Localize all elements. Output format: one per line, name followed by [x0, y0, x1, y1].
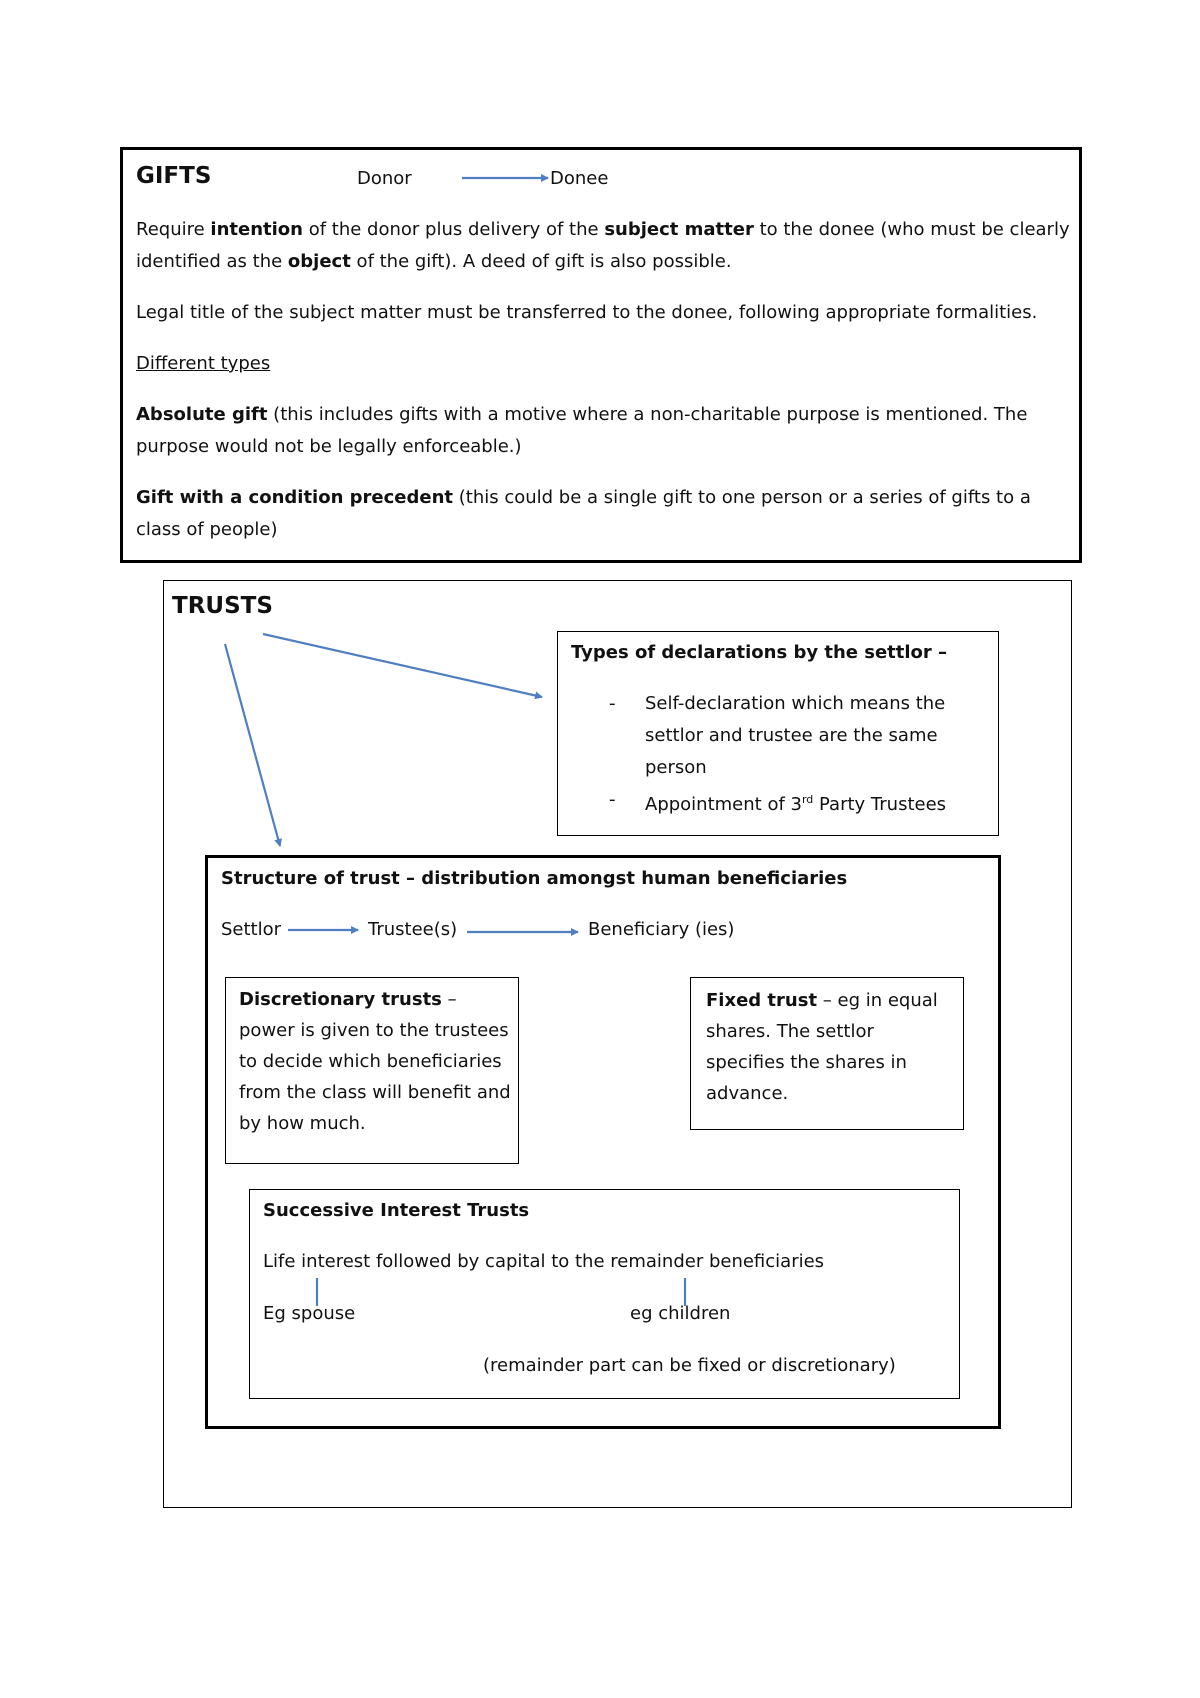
trusts-title: TRUSTS	[172, 593, 273, 619]
successive-interest-box	[249, 1189, 960, 1399]
text-run: Require	[136, 219, 211, 240]
successive-line: Life interest followed by capital to the remainder beneficiaries	[263, 1251, 825, 1272]
gifts-condition-precedent	[136, 482, 1071, 546]
declaration-self-text: Self-declaration which means the settlor and trustee are the same person	[645, 693, 946, 778]
emphasis-subject-matter: subject matter	[604, 219, 754, 240]
gifts-title: GIFTS	[136, 163, 212, 189]
discretionary-trusts-description: – power is given to the trustees to decide which beneficiaries from the class will benefit and by how much.	[239, 989, 511, 1134]
discretionary-trusts-label: Discretionary trusts	[239, 989, 442, 1010]
gifts-paragraph-legal-title: Legal title of the subject matter must be transferred to the donee, following appropriate formalities.	[136, 302, 1038, 323]
gifts-box	[120, 147, 1082, 563]
gifts-flow-donee: Donee	[550, 168, 609, 189]
declarations-box	[557, 631, 999, 836]
fixed-trust-label: Fixed trust	[706, 990, 818, 1011]
gifts-flow-donor: Donor	[357, 168, 412, 189]
declaration-third-party-text-end: Party Trustees	[813, 794, 947, 815]
declarations-list	[571, 688, 971, 821]
condition-precedent-label: Gift with a condition precedent	[136, 487, 454, 508]
gifts-paragraph-requirements	[136, 214, 1071, 278]
successive-eg-spouse: Eg spouse	[263, 1303, 356, 1324]
text-run: of the gift). A deed of gift is also possible.	[350, 251, 732, 272]
fixed-trust-box	[690, 977, 964, 1130]
declaration-item-third-party	[571, 784, 971, 821]
fixed-trust-description: – eg in equal shares. The settlor specifies the shares in advance.	[706, 990, 938, 1104]
declaration-item-self	[571, 688, 971, 784]
fixed-trust-text	[706, 985, 951, 1109]
absolute-gift-text: (this includes gifts with a motive where a non-charitable purpose is mentioned. The purpose would not be legally enforceable.)	[136, 404, 1028, 457]
successive-eg-children: eg children	[630, 1303, 731, 1324]
successive-note: (remainder part can be fixed or discretionary)	[483, 1355, 896, 1376]
successive-heading: Successive Interest Trusts	[263, 1200, 530, 1221]
structure-flow-trustees: Trustee(s)	[368, 919, 458, 940]
condition-precedent-text: (this could be a single gift to one person or a series of gifts to a class of people)	[136, 487, 1031, 540]
gifts-absolute-gift	[136, 399, 1071, 463]
ordinal-suffix: rd	[801, 793, 814, 806]
dash-bullet: -	[609, 693, 616, 714]
text-run: to the donee (who must be clearly identified as the	[136, 219, 1070, 272]
gifts-body	[136, 214, 1071, 565]
emphasis-intention: intention	[210, 219, 303, 240]
gifts-types-heading: Different types	[136, 353, 271, 374]
absolute-gift-label: Absolute gift	[136, 404, 268, 425]
declarations-heading: Types of declarations by the settlor –	[571, 642, 948, 663]
structure-heading: Structure of trust – distribution amongst human beneficiaries	[221, 868, 848, 889]
structure-flow-beneficiaries: Beneficiary (ies)	[588, 919, 735, 940]
discretionary-trusts-text	[239, 984, 511, 1139]
text-run: of the donor plus delivery of the	[303, 219, 605, 240]
declaration-third-party-text: Appointment of 3	[645, 794, 802, 815]
discretionary-trusts-box	[225, 977, 519, 1164]
dash-bullet: -	[609, 789, 616, 810]
structure-flow-settlor: Settlor	[221, 919, 282, 940]
emphasis-object: object	[287, 251, 351, 272]
